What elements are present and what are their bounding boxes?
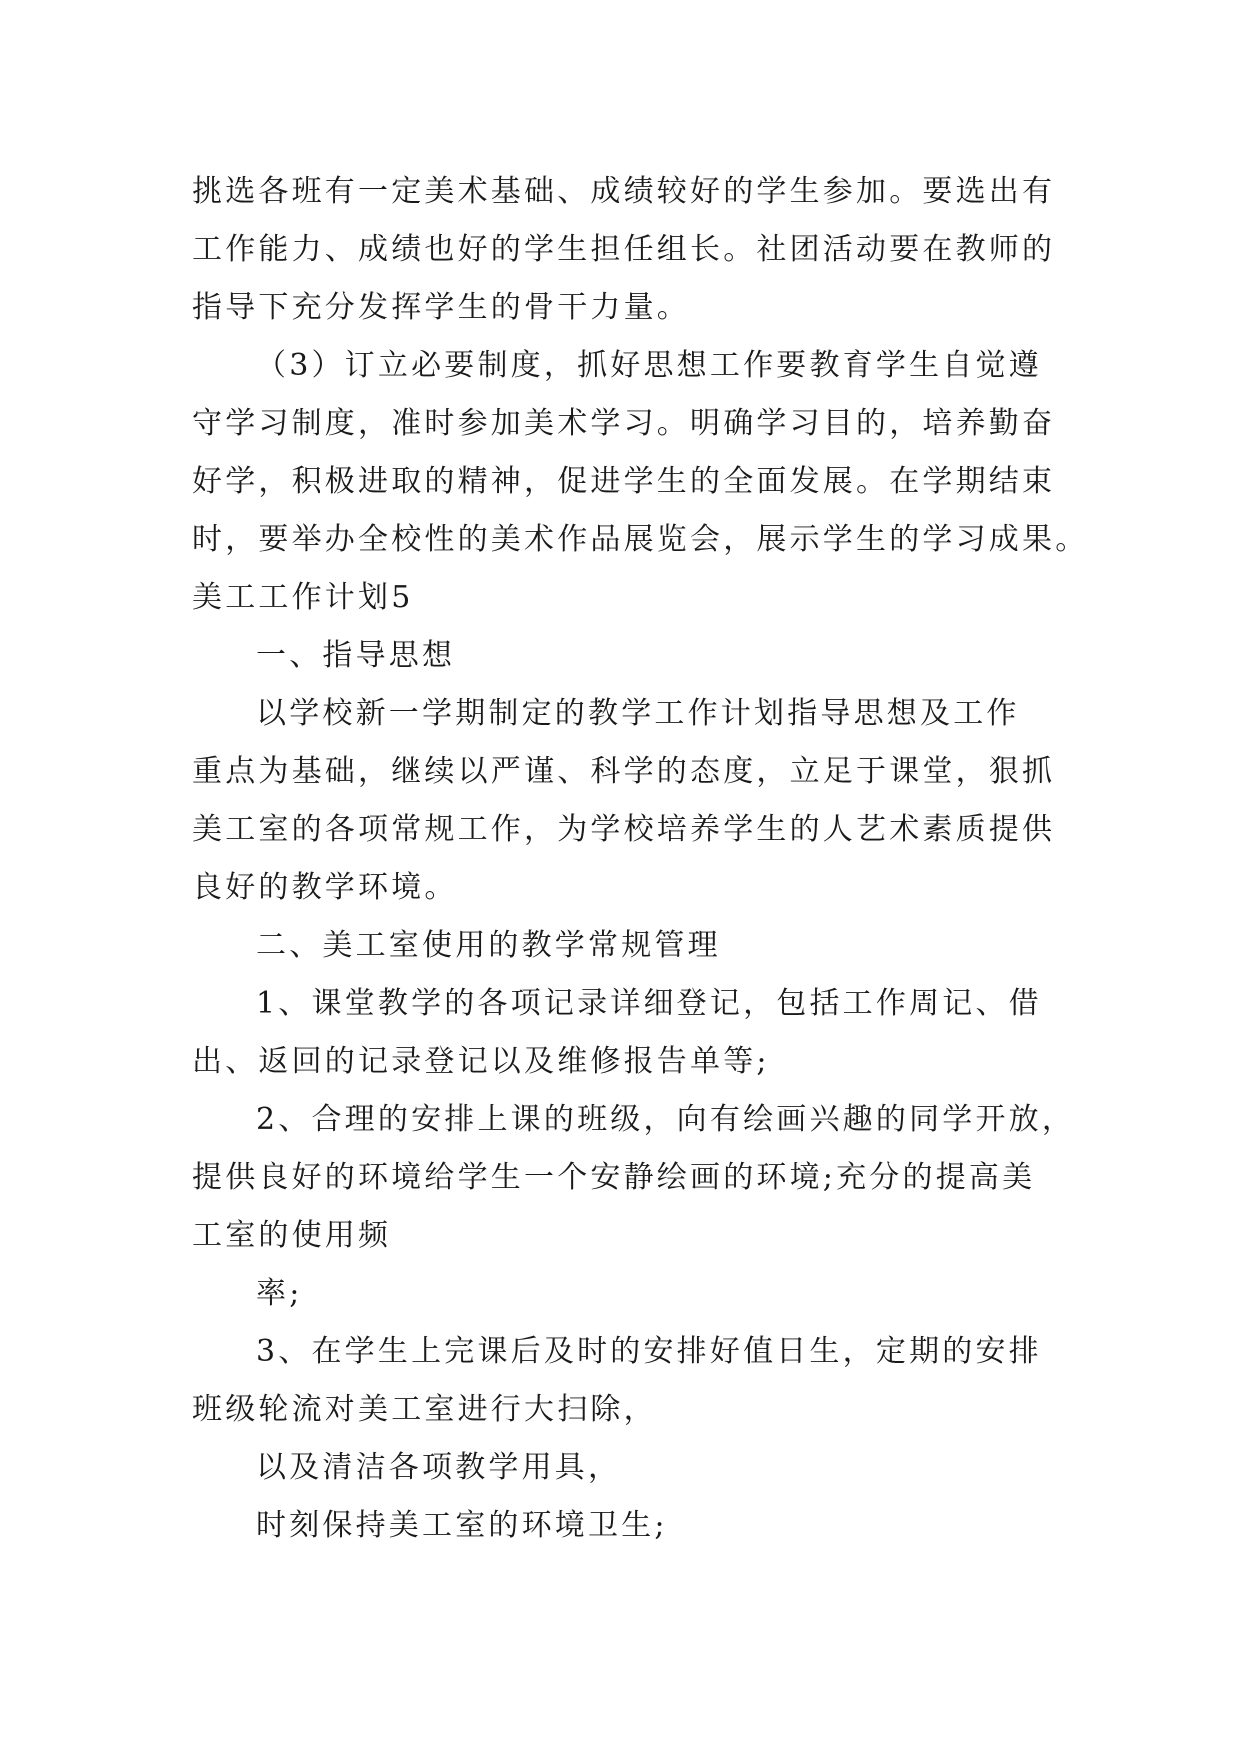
text-line: 重点为基础，继续以严谨、科学的态度，立足于课堂，狠抓 xyxy=(192,754,1056,789)
text-line: 3、在学生上完课后及时的安排好值日生，定期的安排 xyxy=(256,1334,1042,1369)
text-line: 以学校新一学期制定的教学工作计划指导思想及工作 xyxy=(256,696,1020,731)
text-line: 提供良好的环境给学生一个安静绘画的环境;充分的提高美 xyxy=(192,1160,1036,1195)
subsection-heading: 一、指导思想 xyxy=(256,638,456,673)
text-line: 工作能力、成绩也好的学生担任组长。社团活动要在教师的 xyxy=(192,232,1056,267)
text-line: 时刻保持美工室的环境卫生; xyxy=(256,1508,668,1543)
document-body xyxy=(192,163,1089,1555)
subsection-heading: 二、美工室使用的教学常规管理 xyxy=(256,928,721,963)
text-line: 好学，积极进取的精神，促进学生的全面发展。在学期结束 xyxy=(192,464,1056,499)
text-line: 挑选各班有一定美术基础、成绩较好的学生参加。要选出有 xyxy=(192,174,1056,209)
section-heading: 美工工作计划5 xyxy=(192,580,414,615)
text-line: 出、返回的记录登记以及维修报告单等; xyxy=(192,1044,770,1079)
text-line: 以及清洁各项教学用具， xyxy=(256,1450,622,1485)
text-line: 时，要举办全校性的美术作品展览会，展示学生的学习成果。 xyxy=(192,522,1089,557)
text-line: 班级轮流对美工室进行大扫除， xyxy=(192,1392,657,1427)
text-line: 率; xyxy=(256,1276,303,1311)
text-line: 守学习制度，准时参加美术学习。明确学习目的，培养勤奋 xyxy=(192,406,1056,441)
text-line: 1、课堂教学的各项记录详细登记，包括工作周记、借 xyxy=(256,986,1042,1021)
text-line: 2、合理的安排上课的班级，向有绘画兴趣的同学开放， xyxy=(256,1102,1076,1137)
text-line: 工室的使用频 xyxy=(192,1218,392,1253)
text-line: （3）订立必要制度，抓好思想工作要教育学生自觉遵 xyxy=(256,348,1042,383)
text-line: 美工室的各项常规工作，为学校培养学生的人艺术素质提供 xyxy=(192,812,1056,847)
text-line: 指导下充分发挥学生的骨干力量。 xyxy=(192,290,690,325)
text-line: 良好的教学环境。 xyxy=(192,870,458,905)
